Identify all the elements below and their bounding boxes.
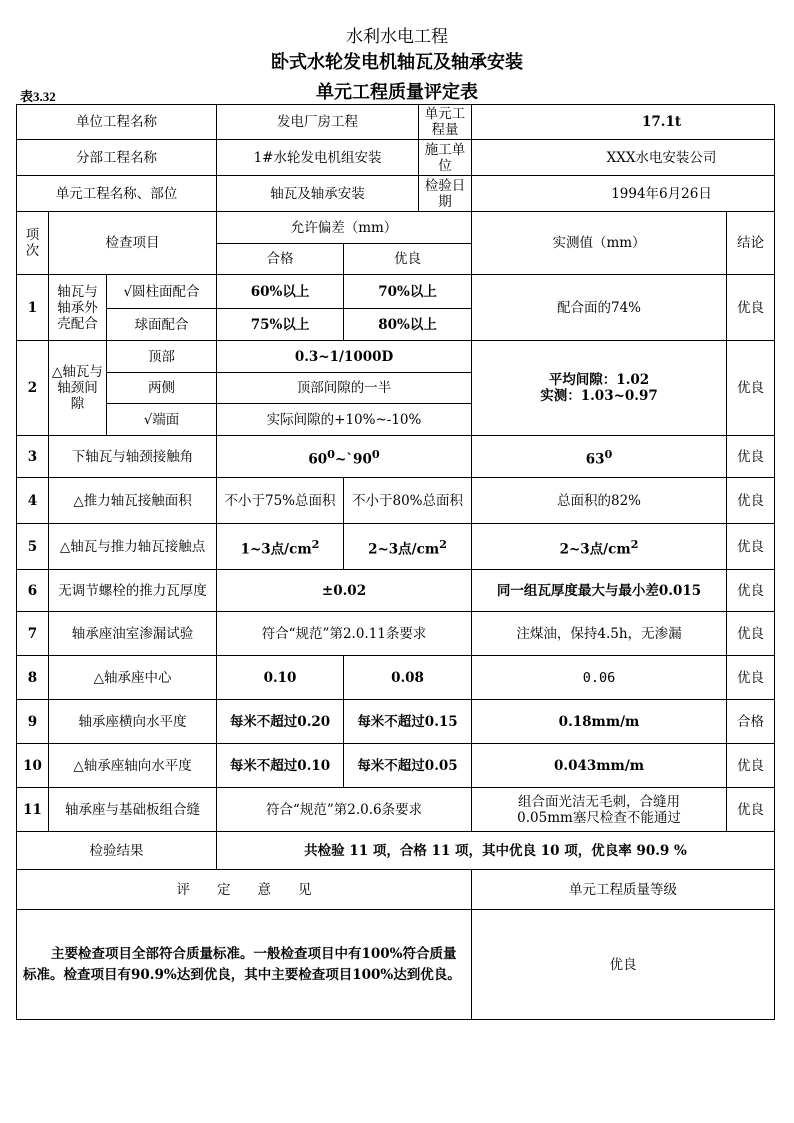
row7-result: 优良 [727,612,775,656]
summary-row [17,832,775,870]
row2-sub2-value: 顶部间隙的一半 [217,373,472,404]
table-row [17,744,775,788]
unit-quantity-value: 17.1t [472,105,775,140]
table-row [17,275,775,309]
row2-sub3: √端面 [107,404,217,436]
date-label: 检验日期 [424,177,466,210]
row4-name: △推力轴瓦接触面积 [49,478,217,524]
row9-measured: 0.18mm/m [472,700,727,744]
row3-measured: $63^0$ [472,436,727,478]
row3-allow: $60^0\sim`90^0$ [217,436,472,478]
row9-no: 9 [17,700,49,744]
row11-result: 优良 [727,788,775,832]
col-measured-header: 实测值（mm） [472,212,727,275]
row1-no: 1 [17,275,49,341]
evaluation-body-row [17,910,775,1020]
row9-result: 合格 [727,700,775,744]
row6-name: 无调节螺栓的推力瓦厚度 [49,570,217,612]
grade-label: 单元工程质量等级 [472,870,775,910]
row4-pass: 不小于75%总面积 [217,478,344,524]
row6-no: 6 [17,570,49,612]
element-value: 轴瓦及轴承安装 [217,176,419,211]
row11-allow: 符合“规范”第2.0.6条要求 [217,788,472,832]
row5-good: 2~3点$/cm^2$ [344,524,472,570]
date-value: 1994年6月26日 [472,176,775,212]
table-row [17,612,775,656]
row8-no: 8 [17,656,49,700]
row2-result: 优良 [727,341,775,436]
contractor-value: XXX水电安装公司 [472,140,775,176]
row8-name: △轴承座中心 [49,656,217,700]
table-row [17,478,775,524]
table-number: 表3.32 [20,89,56,104]
row9-name: 轴承座横向水平度 [49,700,217,744]
row2-sub3-value: 实际间隙的+10%~-10% [217,404,472,436]
row1-sub2: 球面配合 [107,309,217,341]
row2-sub1-value: 0.3~1/1000D [217,341,472,373]
row1-sub1: √圆柱面配合 [107,275,217,309]
row2-no: 2 [17,341,49,436]
col-allow-header: 允许偏差（mm） [217,212,472,244]
row7-no: 7 [17,612,49,656]
row9-pass: 每米不超过0.20 [217,700,344,744]
row7-name: 轴承座油室渗漏试验 [49,612,217,656]
row10-pass: 每米不超过0.10 [217,744,344,788]
row1-sub1-good: 70%以上 [344,275,472,309]
row2-sub1: 顶部 [107,341,217,373]
row4-good: 不小于80%总面积 [344,478,472,524]
summary-label: 检验结果 [17,832,217,870]
unit-quantity-label: 单元工程量 [424,106,466,138]
row1-sub1-pass: 60%以上 [217,275,344,309]
doc-title-line1: 水利水电工程 [346,27,448,47]
quality-assessment-table [16,104,775,1020]
col-no-header: 项 次 [17,212,49,275]
row8-good: 0.08 [344,656,472,700]
row6-measured: 同一组瓦厚度最大与最小差0.015 [472,570,727,612]
row5-result: 优良 [727,524,775,570]
row10-result: 优良 [727,744,775,788]
row4-no: 4 [17,478,49,524]
contractor-label: 施工单位 [424,141,466,174]
row1-sub2-good: 80%以上 [344,309,472,341]
unit-project-value: 发电厂房工程 [217,105,419,139]
info-row-2 [17,140,775,176]
row5-measured: 2~3点$/cm^2$ [472,524,727,570]
row5-name: △轴瓦与推力轴瓦接触点 [49,524,217,570]
row2-measured: 平均间隙：1.02 实测：1.03~0.97 [472,341,727,436]
row10-name: △轴承座轴向水平度 [49,744,217,788]
row11-name: 轴承座与基础板组合缝 [49,788,217,832]
row9-good: 每米不超过0.15 [344,700,472,744]
row4-result: 优良 [727,478,775,524]
col-good-header: 优良 [344,244,472,275]
info-row-3 [17,176,775,212]
row7-allow: 符合“规范”第2.0.11条要求 [217,612,472,656]
unit-project-label: 单位工程名称 [17,105,217,140]
col-item-header: 检查项目 [49,212,217,275]
opinion-label: 评 定 意 见 [17,870,472,910]
table-row [17,341,775,373]
header-row-1 [17,212,775,244]
row6-allow: ±0.02 [217,570,472,612]
row1-result: 优良 [727,275,775,341]
col-result-header: 结论 [727,212,775,275]
row11-measured: 组合面光洁无毛刺，合缝用 0.05mm塞尺检查不能通过 [472,788,727,832]
row1-sub2-pass: 75%以上 [217,309,344,341]
table-row [17,524,775,570]
row10-good: 每米不超过0.05 [344,744,472,788]
table-row [17,700,775,744]
row1-name: 轴瓦与轴承外壳配合 [49,275,107,341]
row3-result: 优良 [727,436,775,478]
table-row [17,570,775,612]
doc-title-line3: 单元工程质量评定表 [316,82,478,103]
sub-project-value: 1#水轮发电机组安装 [217,140,419,175]
row2-name: △轴瓦与轴颈间隙 [49,341,107,436]
info-row-1 [17,105,775,140]
row3-name: 下轴瓦与轴颈接触角 [49,436,217,478]
evaluation-header-row [17,870,775,910]
table-row [17,436,775,478]
row8-measured: 0.06 [472,656,727,700]
row11-no: 11 [17,788,49,832]
row10-no: 10 [17,744,49,788]
row6-result: 优良 [727,570,775,612]
row8-result: 优良 [727,656,775,700]
sub-project-label: 分部工程名称 [17,140,217,176]
row3-no: 3 [17,436,49,478]
table-row [17,788,775,832]
table-row [17,656,775,700]
row1-measured: 配合面的74% [472,275,727,341]
element-label: 单元工程名称、部位 [17,176,217,212]
opinion-text: 主要检查项目全部符合质量标准。一般检查项目中有100%符合质量标准。检查项目有90.9%达到优良，其中主要检查项目100%达到优良。 [17,910,472,1020]
row7-measured: 注煤油，保持4.5h，无渗漏 [472,612,727,656]
row4-measured: 总面积的82% [472,478,727,524]
row5-no: 5 [17,524,49,570]
row2-sub2: 两侧 [107,373,217,404]
row8-pass: 0.10 [217,656,344,700]
col-pass-header: 合格 [217,244,344,275]
summary-text: 共检验 11 项，合格 11 项，其中优良 10 项，优良率 90.9 % [217,832,775,870]
row5-pass: 1~3点$/cm^2$ [217,524,344,570]
doc-title-line2: 卧式水轮发电机轴瓦及轴承安装 [271,52,523,73]
grade-value: 优良 [472,910,775,1020]
row10-measured: 0.043mm/m [472,744,727,788]
